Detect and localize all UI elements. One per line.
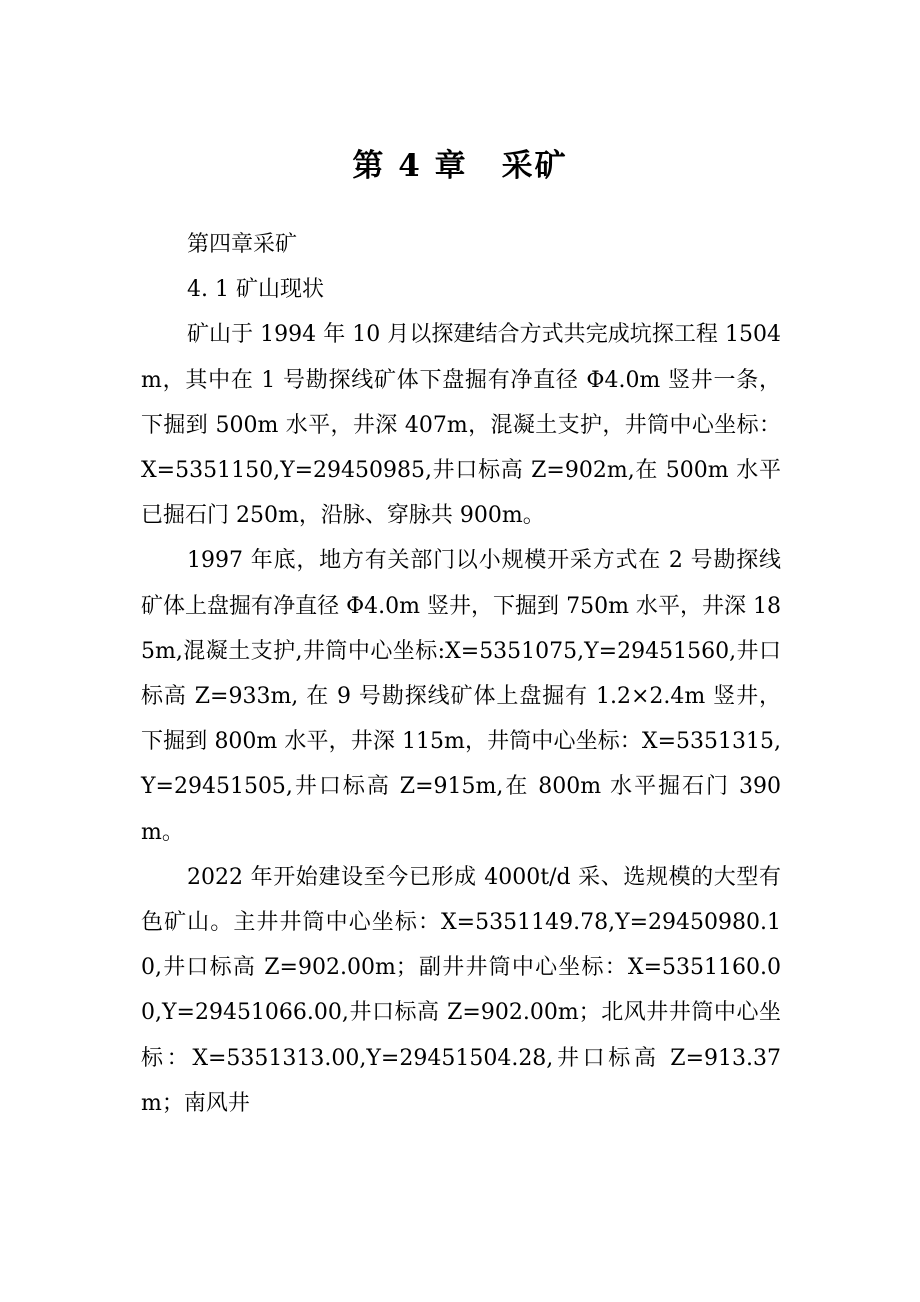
paragraph: 矿山于 1994 年 10 月以探建结合方式共完成坑探工程 1504m，其中在 1 号勘探线矿体下盘掘有净直径 Φ4.0m 竖井一条，下掘到 500m 水平，井深 407m，混凝土支护，井筒中心坐标：X=5351150,Y=29450985,井口标高 Z=902m,在 500m 水平已掘石门 250m，沿脉、穿脉共 900m。 (141, 322, 781, 529)
chapter-title (0, 142, 920, 190)
section-heading: 4. 1 矿山现状 (187, 277, 324, 303)
chapter-name: 采矿 (501, 148, 568, 184)
paragraph: 2022 年开始建设至今已形成 4000t/d 采、选规模的大型有色矿山。主井井筒中心坐标：X=5351149.78,Y=29450980.10,井口标高 Z=902.00m；副井井筒中心坐标：X=5351160.00,Y=29451066.00,井口标高 Z=902.00m；北风井井筒中心坐标：X=5351313.00,Y=29451504.28,井口标高 Z=913.37m；南风井 (141, 864, 781, 1116)
paragraph-heading: 第四章采矿 (187, 232, 298, 257)
document-body (141, 222, 781, 1126)
paragraph: 1997 年底，地方有关部门以小规模开采方式在 2 号勘探线矿体上盘掘有净直径 Φ4.0m 竖井，下掘到 750m 水平，井深 185m,混凝土支护,井筒中心坐标:X=5351075,Y=29451560,井口标高 Z=933m, 在 9 号勘探线矿体上盘掘有 1.2×2.4m 竖井，下掘到 800m 水平，井深 115m，井筒中心坐标：X=5351315,Y=29451505,井口标高 Z=915m,在 800m 水平掘石门 390m。 (141, 548, 781, 845)
chapter-number: 第 4 章 (352, 148, 468, 184)
